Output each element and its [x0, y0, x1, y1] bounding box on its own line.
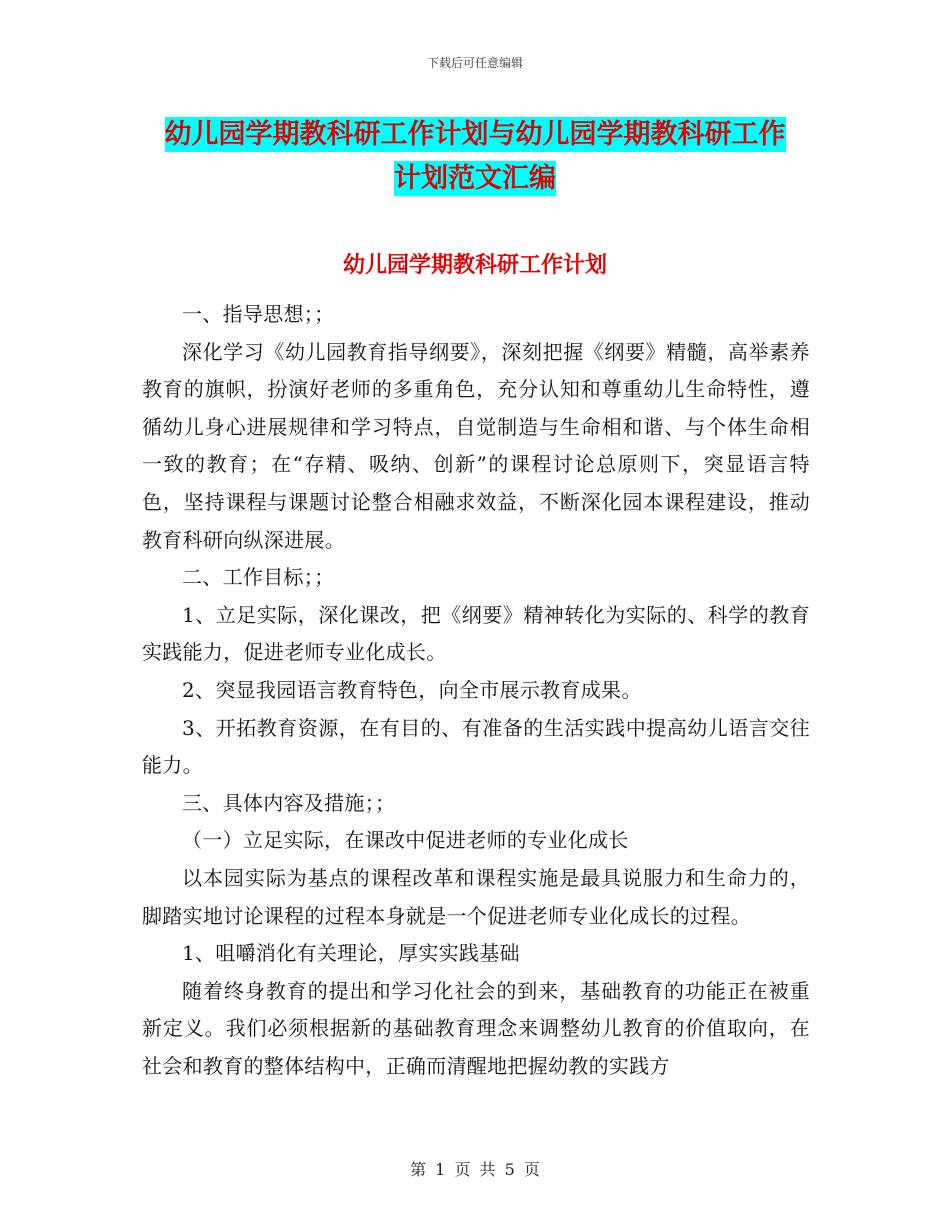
paragraph: 一、指导思想；；: [182, 302, 335, 326]
paragraph: （一）立足实际，在课改中促进老师的专业化成长: [182, 828, 629, 853]
paragraph: 二、工作目标；；: [182, 565, 335, 590]
page-number-footer: 第 1 页 共 5 页: [410, 1160, 540, 1179]
paragraph: 3、开拓教育资源，在有目的、有准备的生活实践中提高幼儿语言交往能力。: [142, 715, 810, 778]
section-title: 幼儿园学期教科研工作计划: [342, 253, 607, 278]
paragraph: 三、具体内容及措施；；: [182, 790, 396, 815]
main-title-line-1-text: 幼儿园学期教科研工作计划与幼儿园学期教科研工作: [164, 119, 786, 150]
paragraph: 1、立足实际，深化课改，把《纲要》精神转化为实际的、科学的教育实践能力，促进老师专业化成长。: [142, 602, 810, 665]
main-title-line-1: [0, 112, 950, 151]
body-text: [142, 296, 810, 1085]
paragraph: 1、咀嚼消化有关理论，厚实实践基础: [182, 941, 520, 966]
paragraph: 深化学习《幼儿园教育指导纲要》，深刻把握《纲要》精髓，高举素养教育的旗帜，扮演好老师的多重角色，充分认知和尊重幼儿生命特性，遵循幼儿身心进展规律和学习特点，自觉制造与生命相和谐、与个体生命相一致的教育；在“存精、吸纳、创新”的课程讨论总原则下，突显语言特色，坚持课程与课题讨论整合相融求效益，不断深化园本课程建设，推动教育科研向纵深进展。: [142, 339, 810, 552]
header-note: 下载后可任意编辑: [426, 56, 523, 70]
paragraph: 以本园实际为基点的课程改革和课程实施是最具说服力和生命力的，脚踏实地讨论课程的过程本身就是一个促进老师专业化成长的过程。: [142, 865, 810, 928]
main-title-line-2: [0, 156, 950, 195]
paragraph: 随着终身教育的提出和学习化社会的到来，基础教育的功能正在被重新定义。我们必须根据新的基础教育理念来调整幼儿教育的价值取向，在社会和教育的整体结构中，正确而清醒地把握幼教的实践方: [142, 978, 810, 1078]
paragraph: 2、突显我园语言教育特色，向全市展示教育成果。: [182, 677, 642, 702]
main-title-line-2-text: 计划范文汇编: [394, 163, 556, 194]
